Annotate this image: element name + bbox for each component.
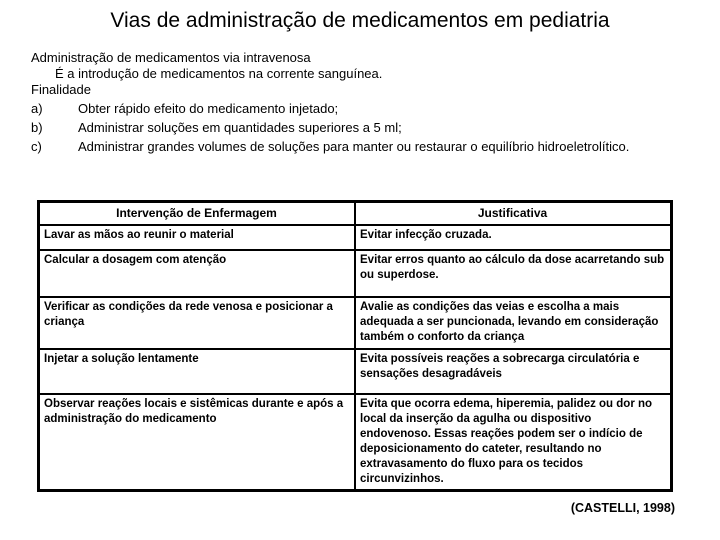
- intro-line-definition: É a introdução de medicamentos na corrente sanguínea.: [55, 66, 383, 81]
- table-header-row: [39, 202, 672, 225]
- intro-line-purpose-heading: Finalidade: [31, 82, 91, 97]
- cell-intervention: Observar reações locais e sistêmicas durante e após a administração do medicamento: [39, 394, 356, 491]
- table-row: [39, 349, 672, 394]
- cell-intervention: Calcular a dosagem com atenção: [39, 250, 356, 297]
- list-label-c: c): [31, 139, 42, 154]
- cell-intervention: Lavar as mãos ao reunir o material: [39, 225, 356, 250]
- list-item-a: [31, 101, 681, 117]
- intro-line-route: Administração de medicamentos via intravenosa: [31, 50, 311, 65]
- list-text-a: Obter rápido efeito do medicamento injetado;: [78, 101, 339, 116]
- cell-intervention: Verificar as condições da rede venosa e posicionar a criança: [39, 297, 356, 349]
- list-item-c: [31, 139, 681, 155]
- list-label-b: b): [31, 120, 43, 135]
- table-row: [39, 297, 672, 349]
- table-row: [39, 250, 672, 297]
- cell-justification: Evita que ocorra edema, hiperemia, palidez ou dor no local da inserção da agulha ou dispositivo endovenoso. Essas reações podem ser o indício de deposicionamento do cateter, resultando no extravasamento do fluxo para os tecidos circunvizinhos.: [355, 394, 672, 491]
- table-row: [39, 394, 672, 491]
- intro-block: [31, 50, 681, 155]
- nursing-interventions-table: [37, 200, 673, 492]
- list-item-b: [31, 120, 681, 136]
- table-header-intervention: Intervenção de Enfermagem: [39, 202, 356, 225]
- cell-intervention: Injetar a solução lentamente: [39, 349, 356, 394]
- list-text-c: Administrar grandes volumes de soluções para manter ou restaurar o equilíbrio hidroeletrolítico.: [78, 139, 630, 154]
- list-label-a: a): [31, 101, 43, 116]
- cell-justification: Evitar infecção cruzada.: [355, 225, 672, 250]
- cell-justification: Avalie as condições das veias e escolha a mais adequada a ser puncionada, levando em consideração também o conforto da criança: [355, 297, 672, 349]
- cell-justification: Evita possíveis reações a sobrecarga circulatória e sensações desagradáveis: [355, 349, 672, 394]
- citation: (CASTELLI, 1998): [570, 501, 675, 515]
- slide-title: Vias de administração de medicamentos em pediatria: [110, 9, 610, 32]
- table-header-justification: Justificativa: [355, 202, 672, 225]
- cell-justification: Evitar erros quanto ao cálculo da dose acarretando sub ou superdose.: [355, 250, 672, 297]
- list-text-b: Administrar soluções em quantidades superiores a 5 ml;: [78, 120, 402, 135]
- table-row: [39, 225, 672, 250]
